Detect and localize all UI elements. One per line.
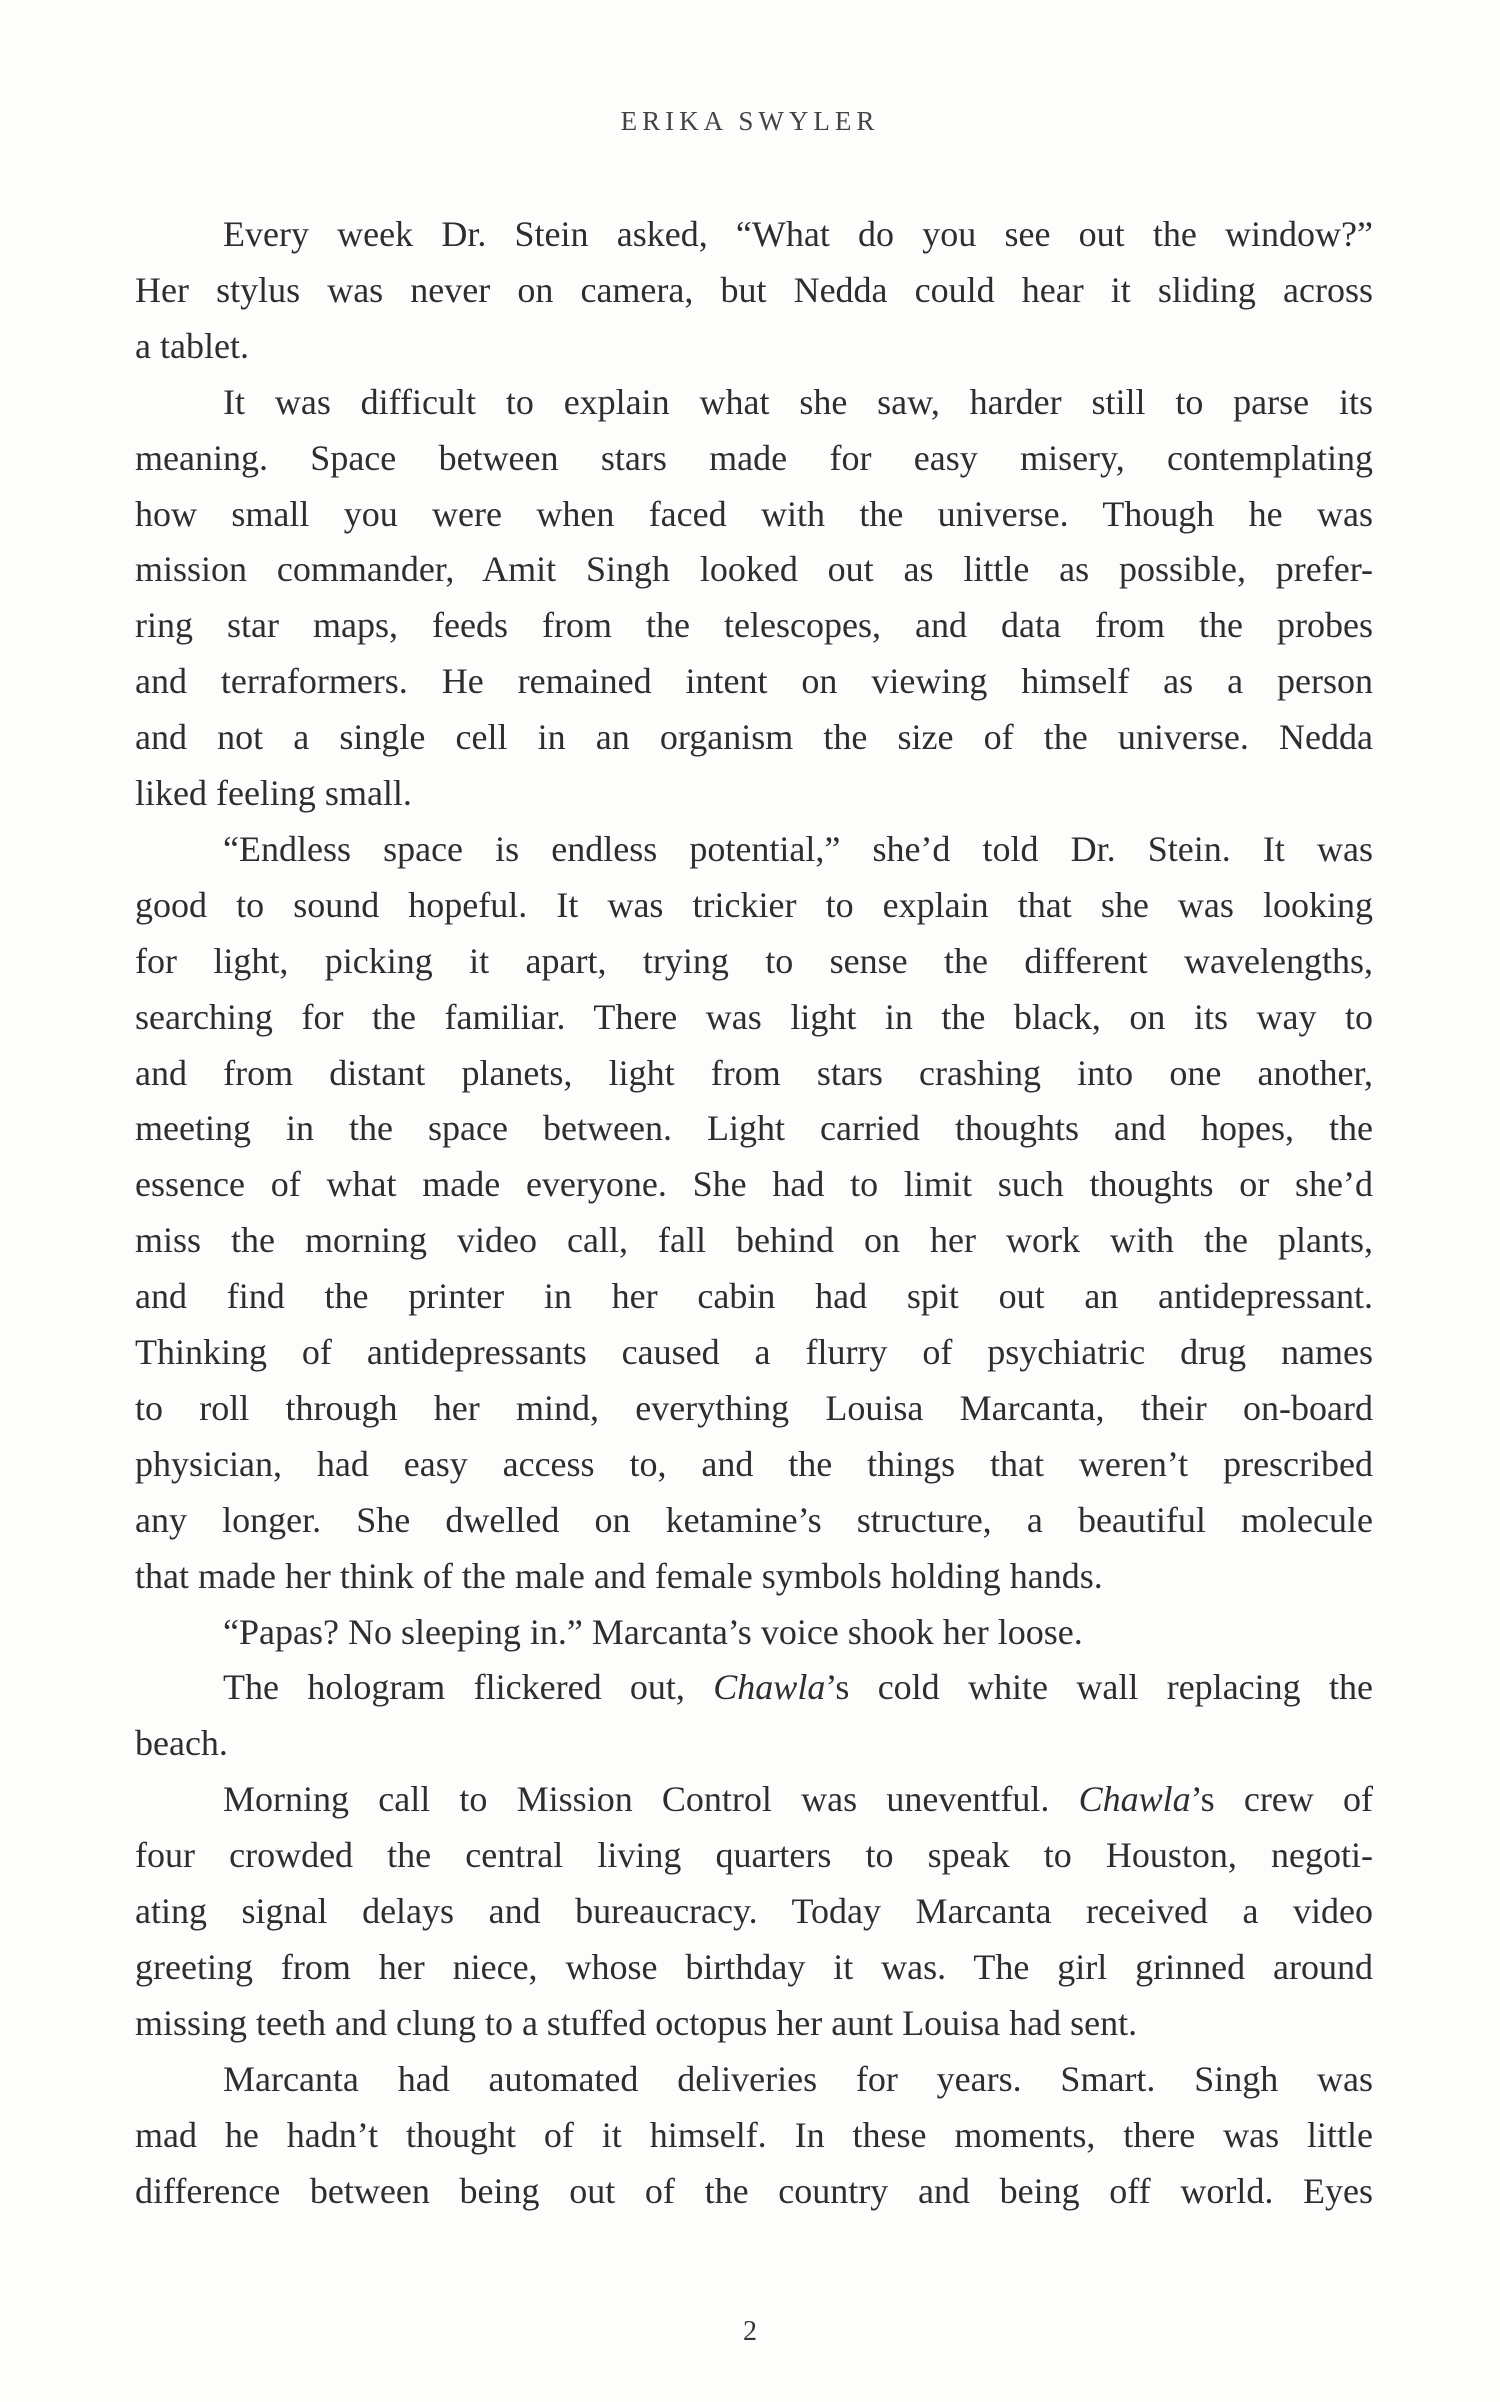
text-line: that made her think of the male and female symbols holding hands.: [135, 1555, 1103, 1596]
text-line: meaning. Space between stars made for easy misery, contemplating: [135, 437, 1373, 478]
text-segment: ’s cold white wall replacing the: [825, 1667, 1373, 1708]
text-line: [135, 1774, 1373, 1824]
italic-ship-name: Chawla: [1078, 1779, 1191, 1820]
text-line: and from distant planets, light from stars crashing into one another,: [135, 1052, 1373, 1093]
text-line: a tablet.: [135, 325, 249, 366]
text-line: essence of what made everyone. She had to limit such thoughts or she’d: [135, 1164, 1373, 1205]
text-line: searching for the familiar. There was light in the black, on its way to: [135, 996, 1373, 1037]
text-line: ring star maps, feeds from the telescopes, and data from the probes: [135, 605, 1373, 646]
text-line: how small you were when faced with the universe. Though he was: [135, 493, 1373, 534]
text-line: and not a single cell in an organism the size of the universe. Nedda: [135, 717, 1373, 758]
text-segment: ’s crew of: [1190, 1779, 1373, 1820]
text-line: mad he hadn’t thought of it himself. In these moments, there was little: [135, 2114, 1373, 2155]
text-line: miss the morning video call, fall behind on her work with the plants,: [135, 1220, 1373, 1261]
text-segment: The hologram flickered out,: [223, 1667, 714, 1708]
text-line: Thinking of antidepressants caused a flurry of psychiatric drug names: [135, 1332, 1373, 1372]
text-line: beach.: [135, 1723, 228, 1764]
italic-ship-name: Chawla: [713, 1667, 826, 1708]
text-line: difference between being out of the country and being off world. Eyes: [135, 2170, 1373, 2211]
text-line: liked feeling small.: [135, 773, 412, 813]
text-line: mission commander, Amit Singh looked out as little as possible, prefer-: [135, 549, 1373, 590]
text-line: Every week Dr. Stein asked, “What do you see out the window?”: [223, 214, 1373, 254]
text-line: missing teeth and clung to a stuffed octopus her aunt Louisa had sent.: [135, 2002, 1138, 2043]
text-line: four crowded the central living quarters to speak to Houston, negoti-: [135, 1835, 1373, 1876]
text-line: greeting from her niece, whose birthday it was. The girl grinned around: [135, 1946, 1373, 1987]
text-line: ating signal delays and bureaucracy. Today Marcanta received a video: [135, 1891, 1373, 1931]
text-line: Marcanta had automated deliveries for years. Smart. Singh was: [223, 2058, 1373, 2099]
page-number: 2: [743, 2316, 757, 2347]
text-line: [135, 1662, 1373, 1712]
text-segment: Morning call to Mission Control was uneventful.: [223, 1779, 1079, 1820]
text-line: for light, picking it apart, trying to sense the different wavelengths,: [135, 940, 1373, 981]
text-line: and terraformers. He remained intent on viewing himself as a person: [135, 661, 1373, 702]
text-line: physician, had easy access to, and the things that weren’t prescribed: [135, 1443, 1373, 1484]
text-line: to roll through her mind, everything Louisa Marcanta, their on-board: [135, 1387, 1373, 1428]
text-line: good to sound hopeful. It was trickier to explain that she was looking: [135, 884, 1373, 925]
text-line: and find the printer in her cabin had spit out an antidepressant.: [135, 1276, 1373, 1317]
text-line: any longer. She dwelled on ketamine’s structure, a beautiful molecule: [135, 1499, 1373, 1540]
text-line: meeting in the space between. Light carried thoughts and hopes, the: [135, 1108, 1373, 1149]
running-head: ERIKA SWYLER: [620, 106, 880, 136]
text-line: “Endless space is endless potential,” she’d told Dr. Stein. It was: [223, 828, 1373, 869]
text-line: “Papas? No sleeping in.” Marcanta’s voice shook her loose.: [223, 1611, 1083, 1652]
text-line: Her stylus was never on camera, but Nedda could hear it sliding across: [135, 269, 1373, 310]
text-line: It was difficult to explain what she saw, harder still to parse its: [223, 381, 1373, 422]
